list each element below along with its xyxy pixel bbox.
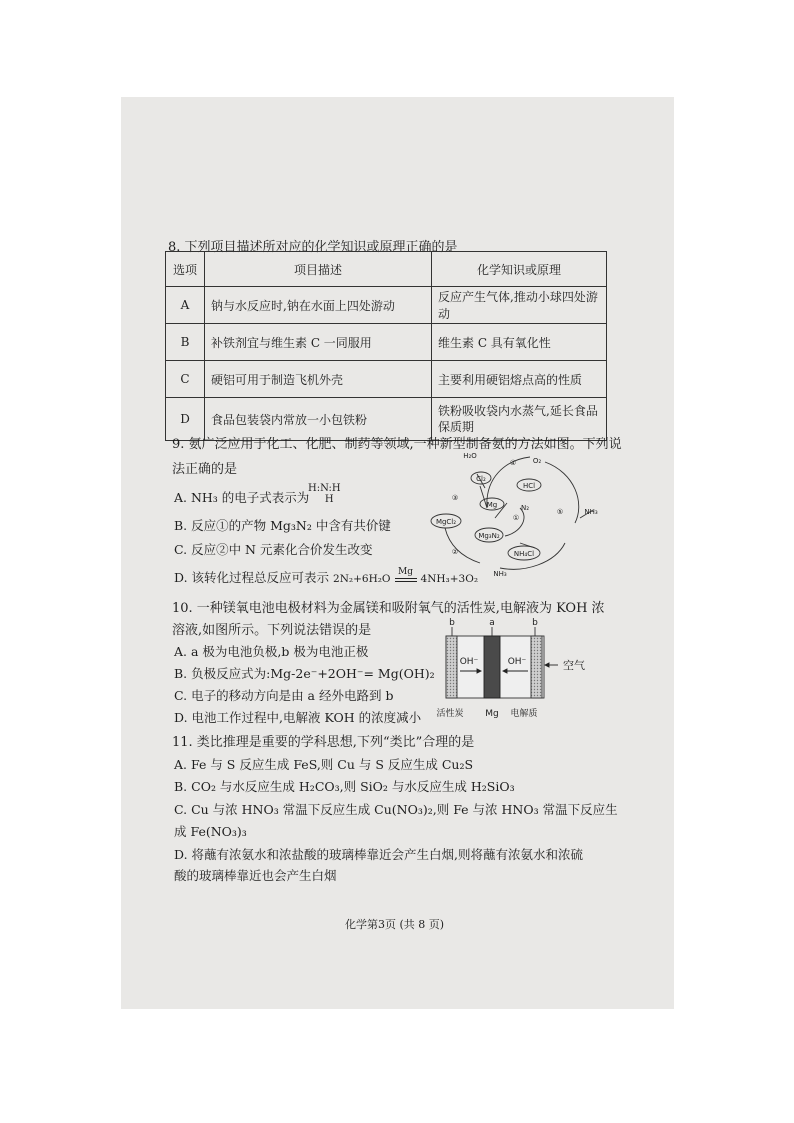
row-option: A bbox=[166, 287, 205, 324]
q9-equation-catalyst: Mg bbox=[398, 567, 414, 577]
row-principle: 主要利用硬铝熔点高的性质 bbox=[432, 361, 607, 398]
n2-label: N₂ bbox=[520, 504, 530, 512]
q9-stem-line1: 9. 氨广泛应用于化工、化肥、制药等领域,一种新型制备氨的方法如图。下列说 bbox=[172, 437, 622, 452]
q9-option-c: C. 反应②中 N 元素化合价发生改变 bbox=[174, 542, 373, 557]
o2-label: O₂ bbox=[532, 457, 542, 465]
q9-option-a: A. NH₃ 的电子式表示为 bbox=[174, 490, 310, 505]
q9-option-b: B. 反应①的产物 Mg₃N₂ 中含有共价键 bbox=[174, 518, 391, 533]
q10-battery-diagram bbox=[436, 616, 590, 722]
row-description: 补铁剂宜与维生素 C 一同服用 bbox=[205, 324, 432, 361]
cycle-arc-lower-left bbox=[445, 528, 480, 563]
carbon-electrode-right bbox=[531, 636, 542, 698]
table-header-row bbox=[166, 252, 607, 287]
q11-option-b: B. CO₂ 与水反应生成 H₂CO₃,则 SiO₂ 与水反应生成 H₂SiO₃ bbox=[174, 779, 515, 794]
mg-label: Mg bbox=[486, 501, 498, 509]
q11-stem: 11. 类比推理是重要的学科思想,下列“类比”合理的是 bbox=[172, 735, 475, 750]
electron-formula-bottom: H bbox=[324, 494, 334, 505]
row-option: D bbox=[166, 398, 205, 441]
row-description: 食品包装袋内常放一小包铁粉 bbox=[205, 398, 432, 441]
q9-equation-right: 4NH₃+3O₂ bbox=[420, 573, 479, 585]
cycle-link-n2 bbox=[505, 508, 524, 536]
oh-left-label: OH⁻ bbox=[459, 657, 479, 667]
table-row bbox=[166, 287, 607, 324]
nh3-right-label: NH₃ bbox=[584, 508, 598, 516]
electron-formula-top: H:N:H bbox=[308, 483, 341, 494]
q9-option-d-prefix: D. 该转化过程总反应可表示 bbox=[174, 570, 330, 585]
mgcl2-label: MgCl₂ bbox=[435, 518, 457, 526]
q11-option-a: A. Fe 与 S 反应生成 FeS,则 Cu 与 S 反应生成 Cu₂S bbox=[174, 757, 474, 772]
q11-option-d-line1: D. 将蘸有浓氨水和浓盐酸的玻璃棒靠近会产生白烟,则将蘸有浓氨水和浓硫 bbox=[174, 847, 583, 862]
q10-stem-line2: 溶液,如图所示。下列说法错误的是 bbox=[172, 623, 372, 638]
nh3-bottom-label: NH₃ bbox=[493, 570, 507, 578]
q11-option-d-line2: 酸的玻璃棒靠近也会产生白烟 bbox=[174, 868, 337, 883]
mg3n2-label: Mg₃N₂ bbox=[478, 532, 500, 540]
step-1-label: ① bbox=[512, 514, 520, 522]
q9-equation-left: 2N₂+6H₂O bbox=[333, 573, 391, 585]
electrode-b-left-label: b bbox=[449, 618, 455, 628]
q11-option-c-line1: C. Cu 与浓 HNO₃ 常温下反应生成 Cu(NO₃)₂,则 Fe 与浓 HNO₃ 常温下反应生 bbox=[174, 802, 618, 817]
mg-electrode bbox=[484, 636, 500, 698]
q10-option-c: C. 电子的移动方向是由 a 经外电路到 b bbox=[174, 688, 394, 703]
carbon-electrode-left bbox=[446, 636, 457, 698]
q9-electron-formula bbox=[308, 483, 341, 505]
q10-option-b: B. 负极反应式为:Mg-2e⁻+2OH⁻= Mg(OH)₂ bbox=[174, 666, 435, 681]
equation-equals-sign bbox=[395, 578, 417, 582]
nh4cl-label: NH₄Cl bbox=[513, 550, 535, 558]
q10-option-a: A. a 极为电池负极,b 极为电池正极 bbox=[174, 644, 369, 659]
electrode-b-right-label: b bbox=[532, 618, 538, 628]
q8-stem: 8. 下列项目描述所对应的化学知识或原理正确的是 bbox=[168, 240, 458, 255]
q9-cycle-diagram bbox=[425, 448, 605, 583]
row-principle: 反应产生气体,推动小球四处游动 bbox=[432, 287, 607, 324]
table-row bbox=[166, 361, 607, 398]
row-principle: 维生素 C 具有氧化性 bbox=[432, 324, 607, 361]
mg-label: Mg bbox=[485, 709, 499, 719]
q11-option-c-line2: 成 Fe(NO₃)₃ bbox=[174, 824, 247, 839]
q10-stem-line1: 10. 一种镁氧电池电极材料为金属镁和吸附氧气的活性炭,电解液为 KOH 浓 bbox=[172, 601, 605, 616]
step-5-label: ⑤ bbox=[556, 508, 564, 516]
q8-table bbox=[165, 251, 607, 441]
row-description: 钠与水反应时,钠在水面上四处游动 bbox=[205, 287, 432, 324]
q10-option-d: D. 电池工作过程中,电解液 KOH 的浓度减小 bbox=[174, 710, 422, 725]
header-description: 项目描述 bbox=[205, 252, 432, 287]
q9-stem-line2: 法正确的是 bbox=[172, 462, 238, 477]
hcl-label: HCl bbox=[522, 482, 536, 490]
electrolyte-label: 电解质 bbox=[510, 709, 538, 719]
table-row bbox=[166, 324, 607, 361]
carbon-label: 活性炭 bbox=[436, 709, 464, 719]
air-label: 空气 bbox=[563, 659, 585, 672]
row-principle: 铁粉吸收袋内水蒸气,延长食品保质期 bbox=[432, 398, 607, 441]
page-footer: 化学第3页 (共 8 页) bbox=[345, 918, 445, 931]
step-3-label: ③ bbox=[451, 494, 459, 502]
h2o-label: H₂O bbox=[463, 452, 477, 460]
step-4-label: ④ bbox=[509, 459, 517, 467]
cl2-label: Cl₂ bbox=[476, 475, 486, 483]
header-principle: 化学知识或原理 bbox=[432, 252, 607, 287]
row-option: B bbox=[166, 324, 205, 361]
oh-right-label: OH⁻ bbox=[507, 657, 527, 667]
step-2-label: ② bbox=[451, 548, 459, 556]
electrode-a-label: a bbox=[489, 618, 495, 628]
row-description: 硬铝可用于制造飞机外壳 bbox=[205, 361, 432, 398]
row-option: C bbox=[166, 361, 205, 398]
header-option: 选项 bbox=[166, 252, 205, 287]
arrow-air-head bbox=[545, 663, 549, 667]
